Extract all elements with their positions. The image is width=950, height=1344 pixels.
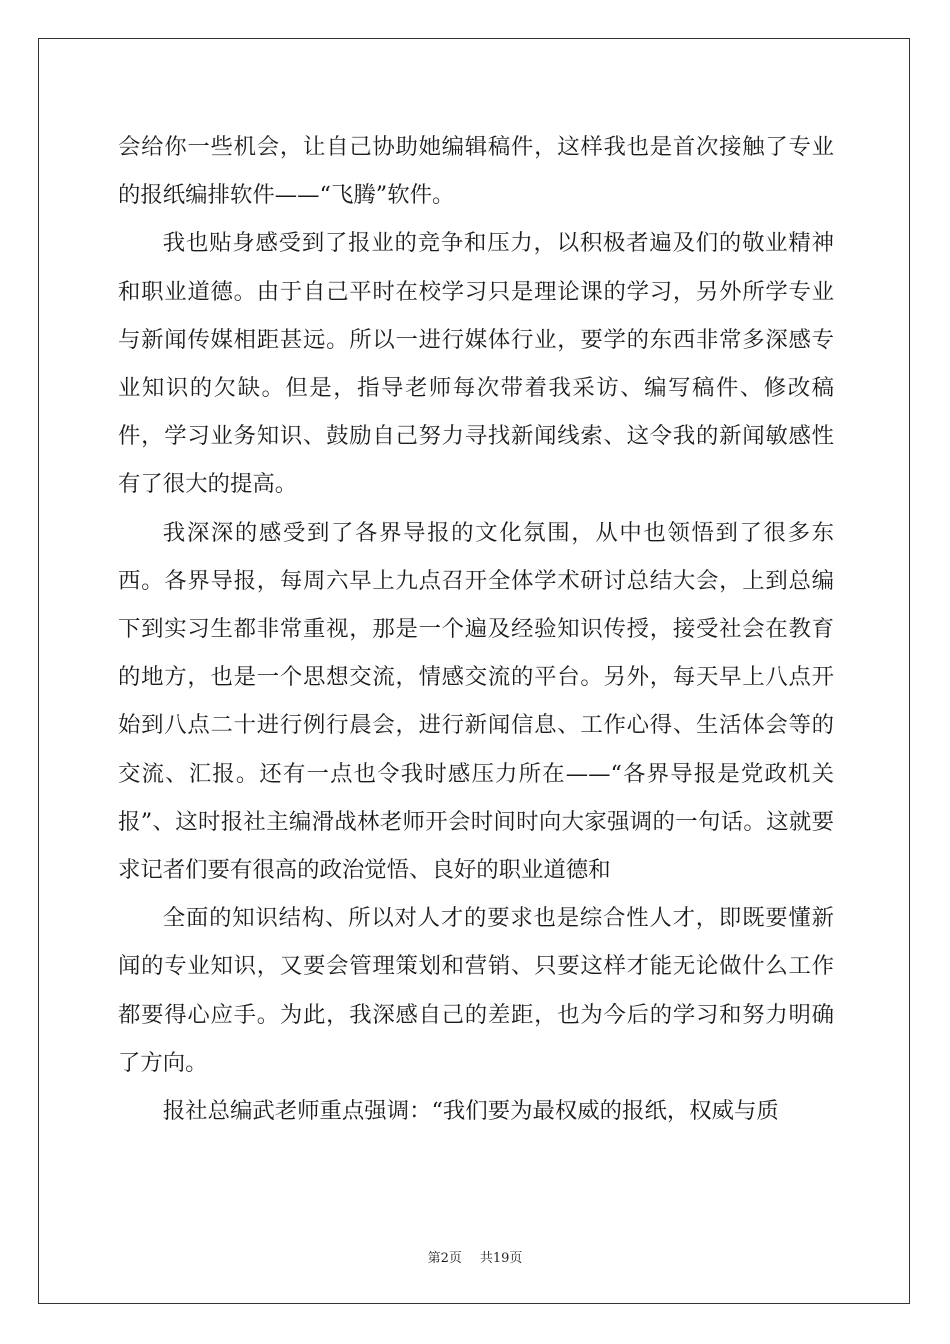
paragraph-2: 我也贴身感受到了报业的竞争和压力，以积极者遍及们的敬业精神和职业道德。由于自己平时在校学习只是理论课的学习，另外所学专业与新闻传媒相距甚远。所以一进行媒体行业，要学的东西非常多深感专业知识的欠缺。但是，指导老师每次带着我采访、编写稿件、修改稿件，学习业务知识、鼓励自己努力寻找新闻线索、这令我的新闻敏感性有了很大的提高。: [118, 230, 834, 498]
page-total: 共19页: [479, 1251, 523, 1266]
paragraph-3: 我深深的感受到了各界导报的文化氛围，从中也领悟到了很多东西。各界导报，每周六早上九点召开全体学术研讨总结大会，上到总编下到实习生都非常重视，那是一个遍及经验知识传授，接受社会在教育的地方，也是一个思想交流，情感交流的平台。另外，每天早上八点开始到八点二十进行例行晨会，进行新闻信息、工作心得、生活体会等的交流、汇报。还有一点也令我时感压力所在——“各界导报是党政机关报”、这时报社主编滑战林老师开会时间时向大家强调的一句话。这就要求记者们要有很高的政治觉悟、良好的职业道德和: [118, 519, 834, 884]
paragraph-1: 会给你一些机会，让自己协助她编辑稿件，这样我也是首次接触了专业的报纸编排软件——“飞腾”软件。: [118, 134, 834, 209]
page-number: 第2页: [427, 1251, 462, 1266]
page-footer: [0, 1247, 950, 1266]
paragraph-4: 全面的知识结构、所以对人才的要求也是综合性人才，即既要懂新闻的专业知识，又要会管理策划和营销、只要这样才能无论做什么工作都要得心应手。为此，我深感自己的差距，也为今后的学习和努力明确了方向。: [118, 905, 834, 1076]
paragraph-5: 报社总编武老师重点强调：“我们要为最权威的报纸，权威与质: [162, 1098, 779, 1125]
document-body: [118, 123, 834, 1135]
